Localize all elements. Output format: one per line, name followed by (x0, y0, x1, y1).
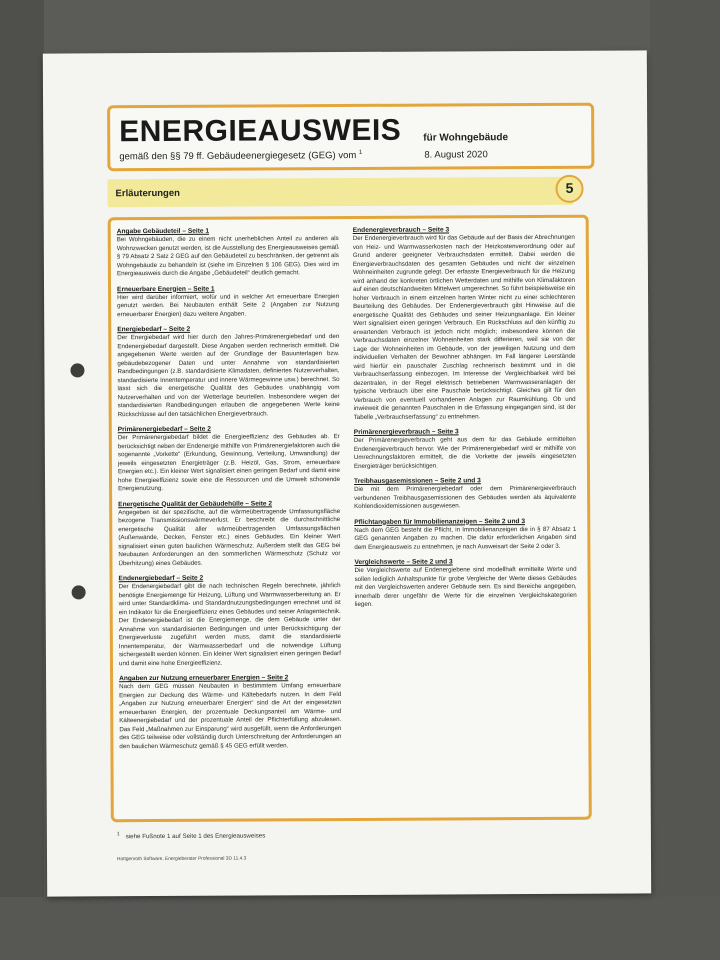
section-text: Nach dem GEG besteht die Pflicht, in Immobilienanzeigen die in § 87 Absatz 1 GEG genannten Angaben zu machen. Die dafür erforderlichen Angaben sind dem Energieausweis zu entnehmen, je nach Ausweisart der Seite 2 oder 3. (354, 525, 577, 551)
law-date: 8. August 2020 (424, 149, 488, 161)
section-text: Die mit dem Primärenergiebedarf oder dem Primärenergieverbrauch verbundenen Treibhausgasemissionen des Gebäudes werden als äquivalente Kohlendioxidemissionen ausgewiesen. (354, 484, 577, 510)
section-heading: Primärenergiebedarf – Seite 2 (117, 425, 211, 434)
section-header (107, 177, 573, 207)
floor-tile (0, 897, 720, 960)
explanation-section (119, 674, 341, 751)
explanation-section (118, 500, 340, 569)
footnote-ref: 1 (358, 149, 363, 156)
floor-tile (0, 0, 44, 960)
explanation-section (117, 227, 339, 279)
section-text: Hier wird darüber informiert, wofür und in welcher Art erneuerbare Energien genutzt werden. Bei Neubauten enthält Seite 2 (Angaben zur Nutzung erneuerbarer Energien) dazu weitere Angaben. (117, 292, 340, 318)
explanation-section (117, 325, 339, 419)
explanation-section (353, 226, 576, 422)
section-heading: Energiebedarf – Seite 2 (117, 325, 191, 334)
section-heading: Primärenergieverbrauch – Seite 3 (353, 428, 459, 436)
section-text: Der Primärenergieverbrauch geht aus dem für das Gebäude ermittelten Endenergieverbrauch hervor. Wie der Primärenergiebedarf wird er mithilfe von Umrechnungsfaktoren ermittelt, die die Vorkette der jeweils eingesetzten Energieträger berücksichtigen. (353, 435, 576, 470)
section-text: Nach dem GEG müssen Neubauten in bestimmtem Umfang erneuerbare Energien zur Deckung des Wärme- und Kältebedarfs nutzen. In dem Feld „Angaben zur Nutzung erneuerbarer Energien“ sind die Art der eingesetzten erneuerbaren Energien, der prozentuale Deckungsanteil am Wärme- und Kälteenergiebedarf und der prozentuale Anteil der Pflichterfüllung abzulesen. Das Feld „Maßnahmen zur Einsparung“ wird ausgefüllt, wenn die Anforderungen des GEG teilweise oder vollständig durch Unterschreitung der Anforderungen an den baulichen Wärmeschutz gemäß § 45 GEG erfüllt werden. (119, 682, 342, 750)
section-text: Der Energiebedarf wird hier durch den Jahres-Primärenergiebedarf und den Endenergiebedarf dargestellt. Diese Angaben werden rechnerisch ermittelt. Die angegebenen Werte werden auf der Grundlage der Bauunterlagen bzw. gebäudebezogener Daten und unter Annahme von standardisierten Randbedingungen (z.B. standardisierte Klimadaten, definiertes Nutzerverhalten, standardisierte Innentemperatur und innere Wärmegewinne usw.) berechnet. So lässt sich die energetische Qualität des Gebäudes unabhängig vom Nutzerverhalten und von der Wetterlage beurteilen. Insbesondere wegen der standardisierten Randbedingungen erlauben die angegebenen Werte keine Rückschlüsse auf den tatsächlichen Energieverbrauch. (117, 333, 340, 418)
section-heading: Erneuerbare Energien – Seite 1 (117, 285, 215, 293)
section-text: Der Primärenergiebedarf bildet die Energieeffizienz des Gebäudes ab. Er berücksichtigt neben der Endenergie mithilfe von Primärenergiefaktoren auch die sogenannte „Vorkette“ (Erkundung, Gewinnung, Verteilung, Umwandlung) der jeweils eingesetzten Energieträger (z.B. Heizöl, Gas, Strom, erneuerbare Energien etc.). Ein kleiner Wert signalisiert einen geringen Bedarf und damit eine hohe Energieeffizienz sowie eine die Ressourcen und die Umwelt schonende Energienutzung. (117, 433, 341, 493)
page-number-badge: 5 (555, 175, 583, 203)
section-heading: Angabe Gebäudeteil – Seite 1 (116, 227, 210, 236)
software-credit: Hottgenroth Software, Energieberater Professional 3D 11.4.3 (117, 856, 247, 863)
section-label: Erläuterungen (115, 187, 180, 200)
explanation-section (354, 428, 576, 471)
document-subtitle: für Wohngebäude (423, 132, 509, 144)
explanation-section (354, 558, 576, 610)
explanation-section (117, 285, 339, 320)
punch-hole (72, 585, 86, 599)
explanation-section (354, 517, 576, 552)
document-title: ENERGIEAUSWEIS (119, 113, 402, 149)
section-text: Die Vergleichswerte auf Endenergiebene sind modellhaft ermittelte Werte und sollen lediglich Anhaltspunkte für grobe Vergleiche der Werte dieses Gebäudes mit den Vergleichswerten anderer Gebäude sein. Es sind Bereiche angegeben, innerhalb derer ungefähr die Werte für die einzelnen Vergleichskategorien liegen. (354, 565, 577, 608)
document-page (43, 50, 651, 896)
explanation-section (354, 477, 576, 512)
footnote (117, 830, 265, 840)
section-text: Bei Wohngebäuden, die zu einem nicht unerheblichen Anteil zu anderen als Wohnzwecken genutzt werden, ist die Ausstellung des Energieausweises gemäß § 79 Absatz 2 Satz 2 GEG auf den Gebäudeteil zu beschränken, der getrennt als Wohngebäude zu behandeln ist (siehe im Einzelnen § 106 GEG). Dies wird im Energieausweis durch die Angabe „Gebäudeteil“ deutlich gemacht. (116, 235, 339, 278)
section-heading: Energetische Qualität der Gebäudehülle – Seite 2 (118, 499, 273, 508)
law-text: gemäß den §§ 79 ff. Gebäudeenergiegesetz (GEG) vom (119, 150, 357, 163)
punch-hole (70, 363, 84, 377)
explanations-box (108, 215, 592, 823)
section-heading: Vergleichswerte – Seite 2 und 3 (354, 558, 453, 566)
law-reference (119, 150, 362, 162)
explanation-section (119, 574, 341, 668)
section-text: Der Endenergieverbrauch wird für das Gebäude auf der Basis der Abrechnungen von Heiz- und Warmwasserkosten nach der Heizkostenverordnung oder auf Grund anderer geeigneter Verbrauchsdaten ermittelt. Dabei werden die Energieverbrauchsdaten des gesamten Gebäudes und nicht der einzelnen Wohneinheiten zugrunde gelegt. Der erfasste Energieverbrauch für die Heizung wird anhand der konkreten örtlichen Wetterdaten und mithilfe von Klimafaktoren auf einen deutschlandweiten Mittelwert umgerechnet. So führt beispielsweise ein hoher Verbrauch in einem einzelnen harten Winter nicht zu einer schlechteren Beurteilung des Gebäudes. Der Endenergieverbrauch gibt Hinweise auf die energetische Qualität des Gebäudes und seiner Heizungsanlage. Ein kleiner Wert signalisiert einen geringen Verbrauch. Ein Rückschluss auf den künftig zu erwartenden Verbrauch ist jedoch nicht möglich; insbesondere können die Verbrauchsdaten einzelner Wohneinheiten stark differieren, weil sie von der Lage der Wohneinheiten im Gebäude, von der jeweiligen Nutzung und dem individuellen Verhalten der Bewohner abhängen. Im Fall längerer Leerstände wird hierfür ein pauschaler Zuschlag rechnerisch bestimmt und in die Verbrauchserfassung einbezogen. Im Interesse der Vergleichbarkeit wird bei dezentralen, in der Regel elektrisch betriebenen Warmwasseranlagen der typische Verbrauch über eine Pauschale berücksichtigt. Gleiches gilt für den Verbrauch von eventuell vorhandenen Anlagen zur Raumkühlung. Ob und inwieweit die genannten Pauschalen in die Erfassung eingegangen sind, ist der Tabelle „Verbrauchserfassung“ zu entnehmen. (352, 233, 576, 421)
header-box (107, 103, 594, 172)
explanation-section (118, 425, 340, 494)
footnote-text: siehe Fußnote 1 auf Seite 1 des Energieausweises (125, 832, 266, 841)
section-heading: Endenergieverbrauch – Seite 3 (352, 226, 450, 234)
right-column (353, 226, 577, 617)
section-heading: Treibhausgasemissionen – Seite 2 und 3 (354, 477, 481, 485)
left-column (117, 227, 342, 758)
section-text: Der Endenergiebedarf gibt die nach technischen Regeln berechnete, jährlich benötigte Energiemenge für Heizung, Lüftung und Warmwasserbereitung an. Er wird unter Standardklima- und Standardnutzungsbedingungen errechnet und ist ein Indikator für die Energieeffizienz eines Gebäudes und seiner Anlagentechnik. Der Endenergiebedarf ist die Energiemenge, die dem Gebäude unter der Annahme von standardisierten Bedingungen und unter Berücksichtigung der Energieverluste zugeführt werden muss, damit die standardisierte Innentemperatur, der Warmwasserbedarf und die notwendige Lüftung sichergestellt werden können. Ein kleiner Wert signalisiert einen geringen Bedarf und damit eine hohe Energieeffizienz. (118, 582, 341, 667)
section-text: Angegeben ist der spezifische, auf die wärmeübertragende Umfassungsfläche bezogene Transmissionswärmeverlust. Er beschreibt die durchschnittliche energetische Qualität aller wärmeübertragenden Umfassungsflächen (Außenwände, Decken, Fenster etc.) eines Gebäudes. Ein kleiner Wert signalisiert einen guten baulichen Wärmeschutz. Außerdem stellt das GEG bei Neubauten Anforderungen an den sommerlichen Wärmeschutz (Schutz vor Überhitzung) eines Gebäudes. (118, 507, 341, 567)
floor-tile (650, 0, 720, 960)
section-heading: Endenergiebedarf – Seite 2 (118, 574, 204, 583)
section-heading: Pflichtangaben für Immobilienanzeigen – Seite 2 und 3 (354, 517, 526, 526)
footnote-number: 1 (116, 831, 120, 838)
section-heading: Angaben zur Nutzung erneuerbarer Energien – Seite 2 (119, 674, 289, 683)
